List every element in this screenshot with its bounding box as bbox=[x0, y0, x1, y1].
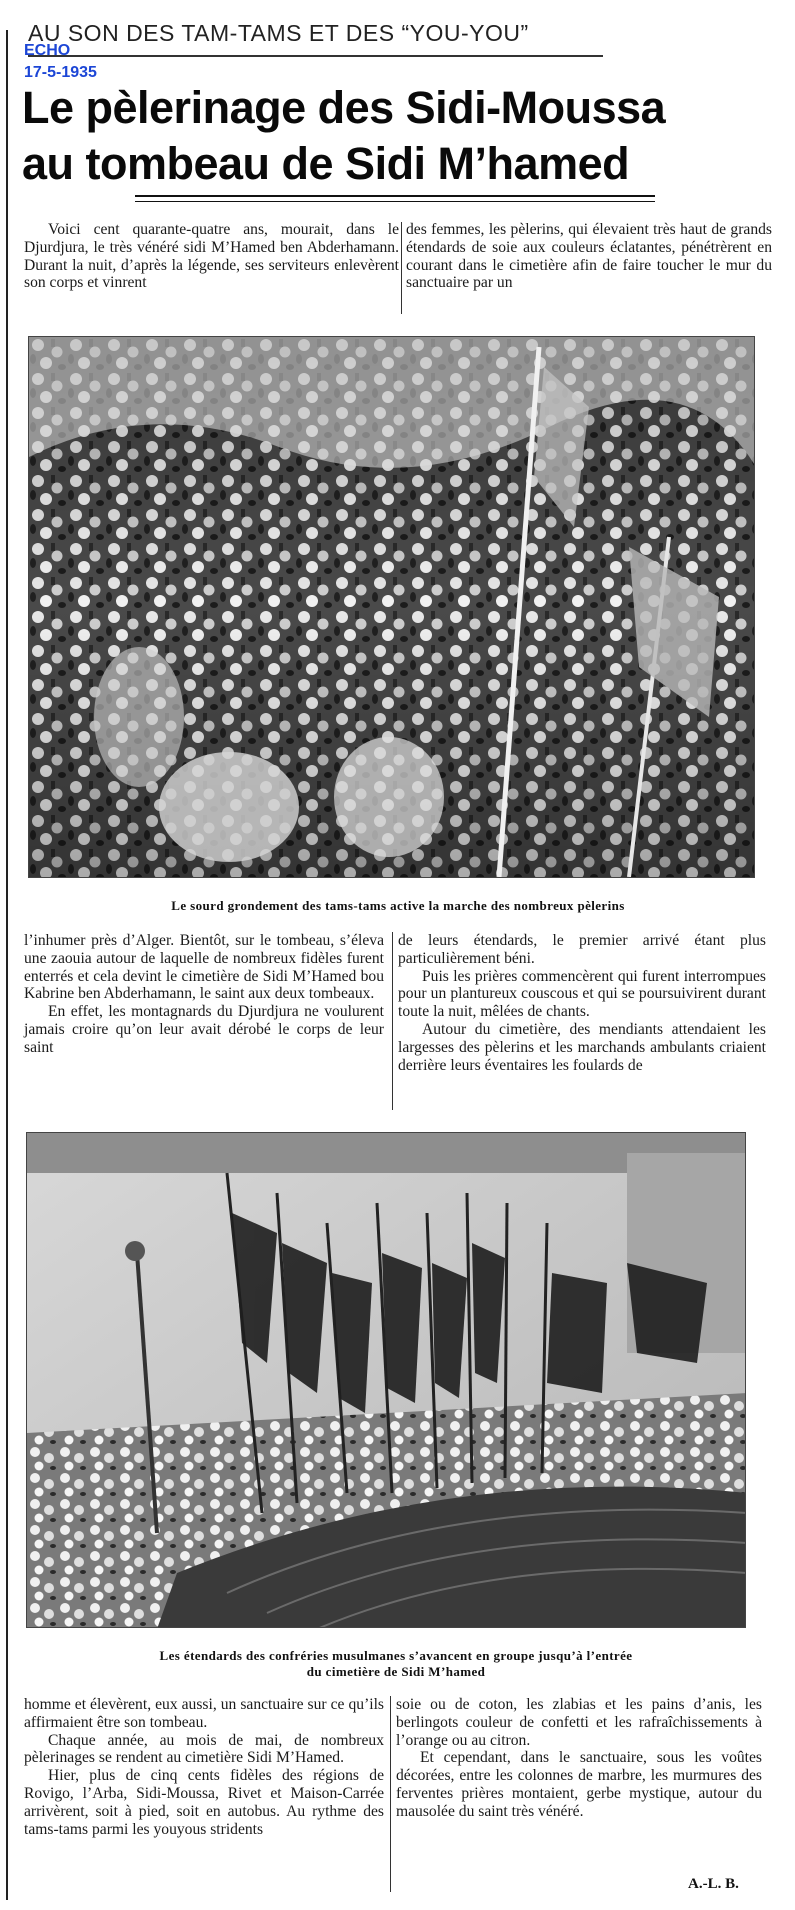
headline-line-2: au tombeau de Sidi M’hamed bbox=[22, 138, 630, 189]
crowd-photo-image bbox=[29, 337, 755, 878]
paragraph: Hier, plus de cinq cents fidèles des régions de Rovigo, l’Arba, Sidi-Moussa, Rivet et Maison-Carrée arrivèrent, soit à pied, soit en autobus. Au rythme des tams-tams parmi les youyous stridents bbox=[24, 1767, 384, 1838]
paragraph: l’inhumer près d’Alger. Bientôt, sur le tombeau, s’éleva une zaouia autour de laquelle de nombreux fidèles furent enterrés et cela devint le cimetière de Sidi M’Hamed bou Kabrine ben Abderhamann, le saint aux deux tombeaux. bbox=[24, 932, 384, 1003]
section1-left-column bbox=[24, 221, 399, 292]
photo2-caption-line-1: Les étendards des confréries musulmanes s’avancent en groupe jusqu’à l’entrée bbox=[159, 1648, 633, 1663]
photo1-caption: Le sourd grondement des tams-tams active la marche des nombreux pèlerins bbox=[171, 898, 625, 913]
photo-banners-procession bbox=[26, 1132, 746, 1628]
kicker-underline bbox=[28, 55, 603, 57]
headline-rule-bottom bbox=[135, 201, 655, 202]
archive-stamp bbox=[24, 40, 97, 84]
stamp-paper-name: ECHO bbox=[24, 42, 71, 59]
section3-right-column bbox=[396, 1696, 762, 1821]
section1-right-column bbox=[406, 221, 772, 292]
headline-rule-top bbox=[135, 195, 655, 197]
paragraph: En effet, les montagnards du Djurdjura ne voulurent jamais croire qu’on leur avait dérobé le corps de leur saint bbox=[24, 1003, 384, 1056]
column-divider bbox=[390, 1696, 391, 1892]
left-margin-rule bbox=[6, 30, 8, 1900]
paragraph: homme et élevèrent, eux aussi, un sanctuaire sur ce qu’ils affirmaient être son tombeau. bbox=[24, 1696, 384, 1731]
photo2-caption bbox=[26, 1648, 766, 1680]
paragraph: Voici cent quarante-quatre ans, mourait, dans le Djurdjura, le très vénéré sidi M’Hamed ben Abderhamann. Durant la nuit, d’après la légende, ses serviteurs enlevèrent son corps et vinrent bbox=[24, 221, 399, 292]
paragraph: Puis les prières commencèrent qui furent interrompues pour un plantureux couscous et qui se poursuivirent durant toute la nuit, mêlées de chants. bbox=[398, 967, 766, 1021]
paragraph: soie ou de coton, les zlabias et les pains d’anis, les berlingots couleur de confetti et les rafraîchissements à l’orange ou au citron. bbox=[396, 1696, 762, 1749]
author-signature: A.-L. B. bbox=[688, 1876, 739, 1892]
section2-right-column bbox=[398, 932, 766, 1074]
paragraph: Chaque année, au mois de mai, de nombreux pèlerinages se rendent au cimetière Sidi M’Hamed. bbox=[24, 1731, 384, 1767]
headline-line-1: Le pèlerinage des Sidi-Moussa bbox=[22, 82, 666, 133]
stamp-date: 17-5-1935 bbox=[24, 64, 97, 81]
paragraph: de leurs étendards, le premier arrivé étant plus particulièrement béni. bbox=[398, 932, 766, 967]
photo2-caption-line-2: du cimetière de Sidi M’hamed bbox=[306, 1664, 486, 1679]
banners-photo-image bbox=[27, 1133, 746, 1628]
photo-pilgrim-crowd bbox=[28, 336, 755, 878]
column-divider bbox=[392, 932, 393, 1110]
paragraph: des femmes, les pèlerins, qui élevaient très haut de grands étendards de soie aux couleurs éclatantes, pénétrèrent en courant dans le cimetière afin de faire toucher le mur du sanctuaire par un bbox=[406, 221, 772, 292]
paragraph: Autour du cimetière, des mendiants attendaient les largesses des pèlerins et les marchands ambulants criaient derrière leurs éventaires les foulards de bbox=[398, 1020, 766, 1074]
kicker-line: AU SON DES TAM-TAMS ET DES “YOU-YOU” bbox=[28, 20, 529, 46]
section2-left-column bbox=[24, 932, 384, 1057]
section3-left-column bbox=[24, 1696, 384, 1838]
headline bbox=[22, 80, 777, 192]
column-divider bbox=[401, 222, 402, 314]
paragraph: Et cependant, dans le sanctuaire, sous les voûtes décorées, entre les colonnes de marbre, les murmures des ferventes prières montaient, gerbe mystique, autour du mausolée du saint très vénéré. bbox=[396, 1749, 762, 1820]
